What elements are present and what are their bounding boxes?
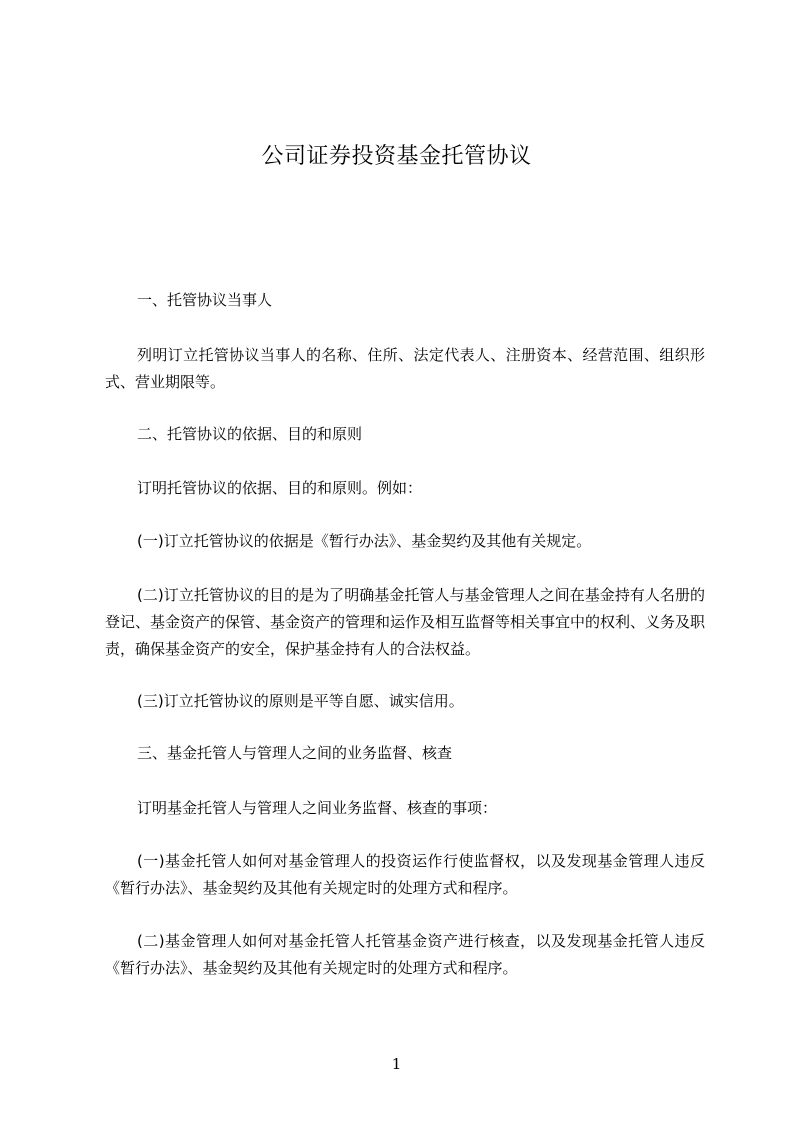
paragraph-parties-details: 列明订立托管协议当事人的名称、住所、法定代表人、注册资本、经营范围、组织形式、营业期限等。 [105, 346, 705, 391]
paragraph-supervision-intro: 订明基金托管人与管理人之间业务监督、核查的事项： [137, 799, 498, 817]
paragraph-basis-intro: 订明托管协议的依据、目的和原则。例如： [137, 479, 423, 497]
paragraph-principles-item-3: (三)订立托管协议的原则是平等自愿、诚实信用。 [137, 692, 464, 710]
paragraph-supervision-item-2: (二)基金管理人如何对基金托管人托管基金资产进行核查，以及发现基金托管人违反《暂行办法》、基金契约及其他有关规定时的处理方式和程序。 [105, 932, 705, 977]
section-heading-parties: 一、托管协议当事人 [137, 291, 273, 309]
paragraph-supervision-item-1: (一)基金托管人如何对基金管理人的投资运作行使监督权，以及发现基金管理人违反《暂行办法》、基金契约及其他有关规定时的处理方式和程序。 [105, 852, 705, 897]
section-heading-supervision: 三、基金托管人与管理人之间的业务监督、核查 [137, 744, 453, 762]
section-heading-basis-purpose-principles: 二、托管协议的依据、目的和原则 [137, 425, 363, 443]
page-number: 1 [391, 1055, 402, 1073]
document-title: 公司证券投资基金托管协议 [261, 144, 532, 169]
paragraph-purpose-item-2: (二)订立托管协议的目的是为了明确基金托管人与基金管理人之间在基金持有人名册的登记、基金资产的保管、基金资产的管理和运作及相互监督等相关事宜中的权利、义务及职责，确保基金资产的安全，保护基金持有人的合法权益。 [105, 586, 706, 658]
paragraph-basis-item-1: (一)订立托管协议的依据是《暂行办法》、基金契约及其他有关规定。 [137, 532, 592, 550]
